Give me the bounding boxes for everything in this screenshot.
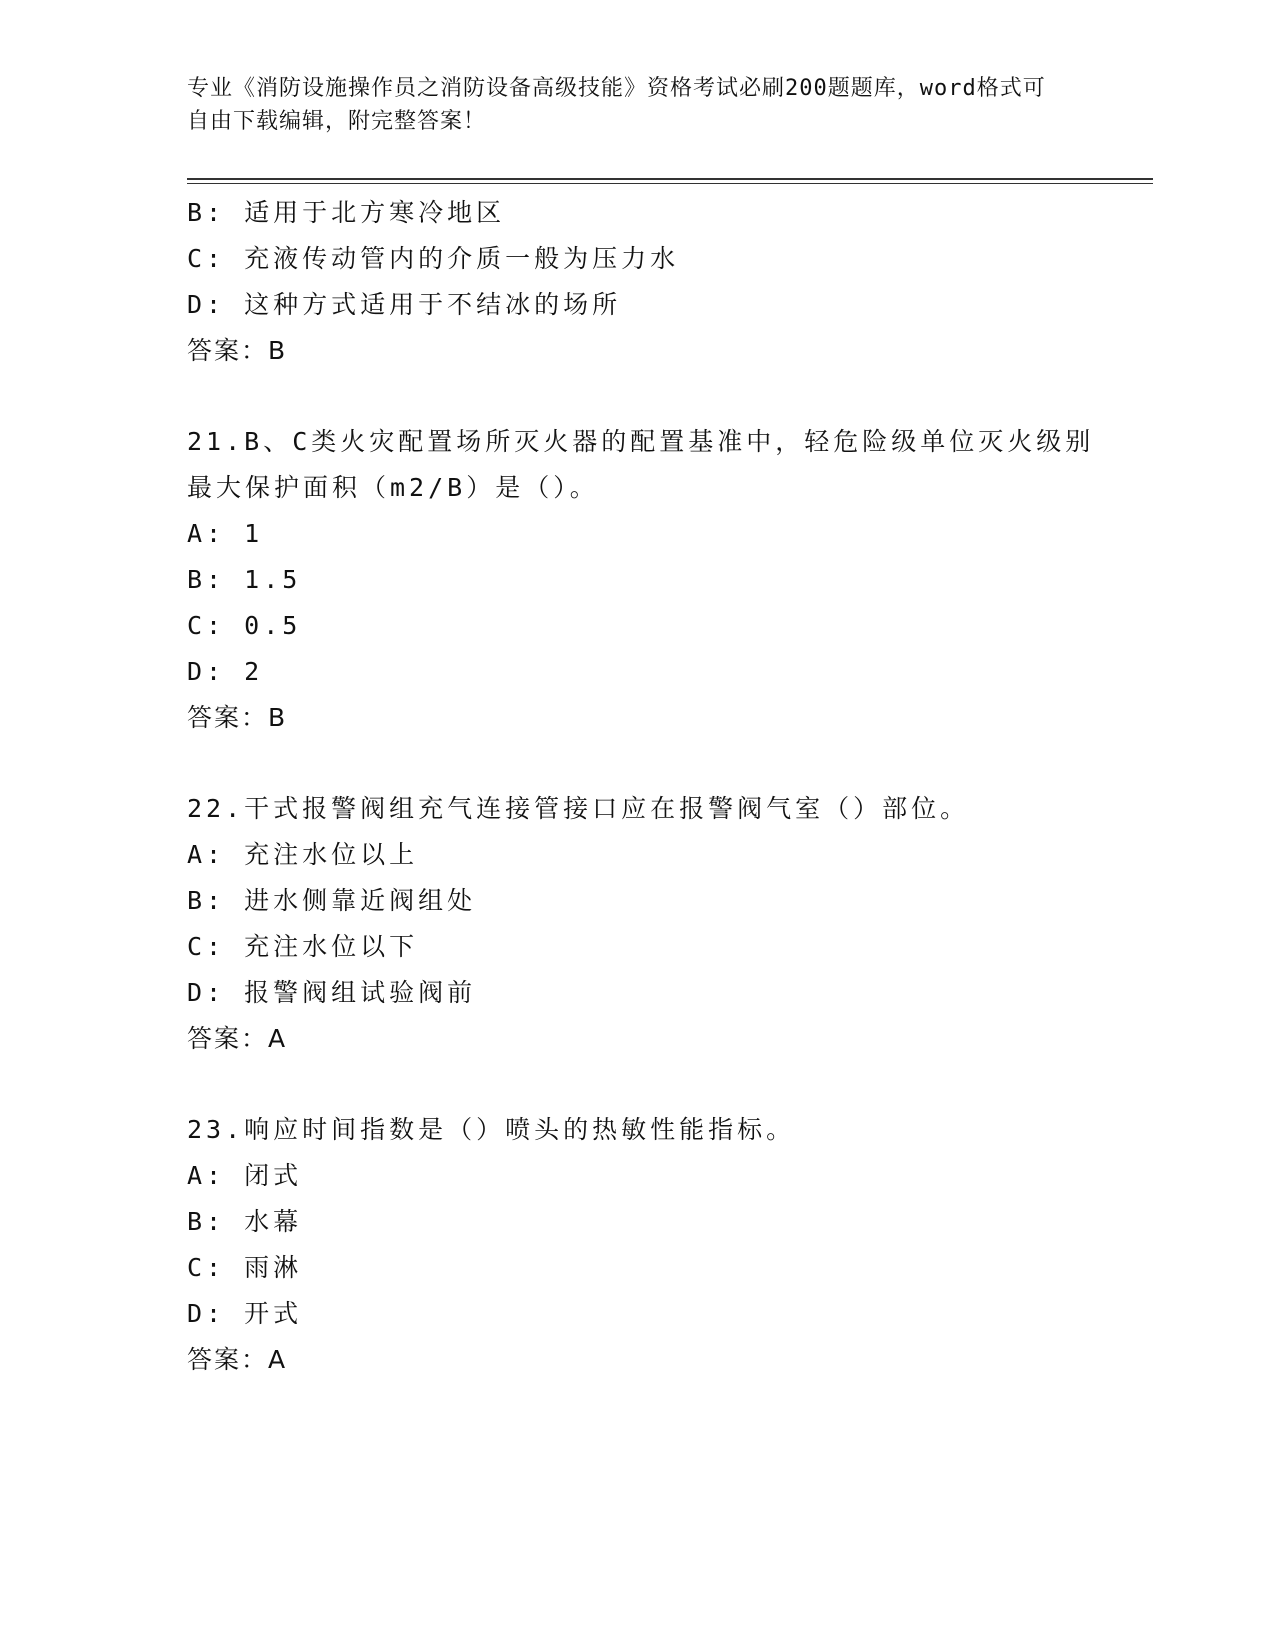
question-stem-line-1: 23.响应时间指数是（）喷头的热敏性能指标。 — [187, 1115, 796, 1144]
answer: 答案：B — [187, 336, 288, 365]
question-stem-line-1: 21.B、C类火灾配置场所灭火器的配置基准中，轻危险级单位灭火级别 — [187, 427, 1095, 456]
header-rule-thin — [187, 183, 1153, 184]
option-b: B: 适用于北方寒冷地区 — [187, 198, 506, 227]
option-b: B: 1.5 — [187, 565, 302, 594]
option-d: D: 这种方式适用于不结冰的场所 — [187, 290, 622, 319]
question-stem-line-2: 最大保护面积（m2/B）是（）。 — [187, 473, 599, 502]
answer: 答案：A — [187, 1345, 288, 1374]
option-b: B: 进水侧靠近阀组处 — [187, 886, 477, 915]
option-a: A: 闭式 — [187, 1161, 303, 1190]
option-c: C: 充注水位以下 — [187, 932, 419, 961]
option-c: C: 雨淋 — [187, 1253, 303, 1282]
option-d: D: 开式 — [187, 1299, 303, 1328]
option-d: D: 报警阀组试验阀前 — [187, 978, 477, 1007]
header-rule-thick — [187, 178, 1153, 180]
option-a: A: 充注水位以上 — [187, 840, 419, 869]
spacer — [187, 741, 1107, 786]
option-c: C: 0.5 — [187, 611, 302, 640]
document-header: 专业《消防设施操作员之消防设备高级技能》资格考试必刷200题题库，word格式可自由下载编辑，附完整答案！ — [187, 76, 1046, 134]
option-c: C: 充液传动管内的介质一般为压力水 — [187, 244, 680, 273]
spacer — [187, 1062, 1107, 1107]
question-content — [187, 190, 1107, 1383]
option-b: B: 水幕 — [187, 1207, 303, 1236]
answer: 答案：A — [187, 1024, 288, 1053]
answer: 答案：B — [187, 703, 288, 732]
option-d: D: 2 — [187, 657, 264, 686]
question-stem-line-1: 22.干式报警阀组充气连接管接口应在报警阀气室（）部位。 — [187, 794, 970, 823]
option-a: A: 1 — [187, 519, 264, 548]
spacer — [187, 374, 1107, 419]
